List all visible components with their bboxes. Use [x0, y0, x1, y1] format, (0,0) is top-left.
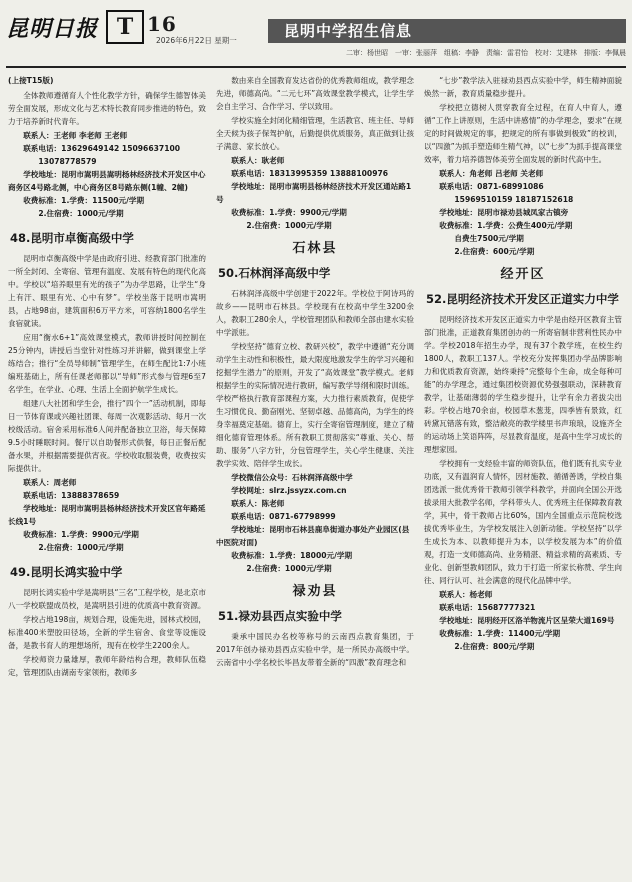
fee-boarding: 2.住宿费：1000元/学期: [246, 221, 332, 230]
section-title-49: 49.昆明长鸿实验中学: [10, 565, 123, 579]
masthead-rule: [6, 66, 626, 68]
fee-tuition-self: 自费生7500元/学期: [454, 234, 524, 243]
fee-tuition: 收费标准：1.学费：9900元/学期: [231, 208, 347, 217]
paragraph: 昆明经济技术开发区正道实力中学是由经开区教育主管部门批准，正道教育集团创办的一所寄宿制非营利性民办中学。学校2018年招生办学，现有37个教学班，在校生约1800人，教职工137人。学校充分发挥集团办学品牌影响力和优质教育资源，始终秉持“完整每个生命，成全每种可能”的办学理念，通过集团校资源优势强强联动，深耕教育教学，让基础薄弱的学生稳步提升，让学有余力者拔尖出彩。学校占地70余亩，校园草木葱茏，四季皆有景致，红砖黛瓦错落有致，整洁敞亮的教学楼里书声琅琅，设施齐全的运动场上笑语阵阵，尽显教育温度，是高中生学习成长的理想家园。: [424, 315, 622, 454]
school-address: 学校地址：昆明市嵩明县嵩明杨林经济技术开发区中心商务区4号路北侧，中心商务区8号路东侧(1幢、2幢): [8, 170, 206, 192]
fee-tuition: 收费标准：1.学费：11400元/学期: [439, 629, 561, 638]
paragraph: 学校把立德树人贯穿教育全过程，在育人中育人，遵循“工作上讲原则，生活中讲感情”的办学理念，要求“在规定的时间做规定的事，把规定的所有事做到极致”的校训，以“四激”为抓手塑造师生精气神，以“七步”为抓手提高课堂效率，着力培养德智体美劳全面发展的新时代高中生。: [424, 103, 622, 164]
contact-phone-extra: 15969510159 18187152618: [454, 195, 574, 204]
fee-tuition: 收费标准：1.学费：9900元/学期: [23, 530, 139, 539]
paragraph: “七步”教学法入驻禄劝县西点实验中学，师生精神面貌焕然一新，教育质量稳步提升。: [424, 76, 622, 98]
paragraph: 学校实施全封闭化精细管理，生活教官、班主任、导师全天候为孩子保驾护航，后勤提供优质服务，真正做到让孩子满意、家长放心。: [216, 116, 414, 151]
newspaper-logo: 昆明日报: [6, 16, 99, 42]
paragraph: 石林润泽高级中学创建于2022年。学校位于阿诗玛的故乡——昆明市石林县。学校现有在校高中学生3200余人，教职工280余人，学校管理团队和教师全部由建水实验中学派驻。: [216, 289, 414, 337]
school-address: 学校地址：昆明市嵩明县杨林经济技术开发区官年路延长线1号: [8, 504, 206, 526]
contact-person: 联系人：周老师: [23, 478, 77, 487]
paragraph: 学校师资力量雄厚，教师年龄结构合理，教师队伍稳定，管理团队由湖南专家领衔，教师多: [8, 655, 206, 677]
paragraph: 昆明市卓衡高级中学是由政府引进、经教育部门批准的一所全封闭、全寄宿、管理有温度、发展有特色的现代化高中。学校以“培养眼里有光的孩子”为办学思路，让学生“身上有汗、眼里有光、心中有梦”。学校坐落于昆明市嵩明县，占地98亩，建筑面积6万平方米，可容纳1800名学生食宿就读。: [8, 254, 206, 328]
contact-phone: 联系电话：13629649142 15096637100: [23, 144, 181, 153]
page-banner: 昆明中学招生信息: [268, 19, 626, 43]
paragraph: 学校坚持“德育立校、教研兴校”，教学中遵循“充分调动学生主动性和积极性，最大限度地激发学生的学习兴趣和挖掘学生潜力”的原则，开发了“高效课堂”教学模式。老师根据学生的实际情况进行教研，编写教学导纲和限时训练。学校严格执行教育部课程方案，大力推行素质教育，促使学生习惯优良、勤奋刚光、坚韧卓越、品德高尚，为学生的终身幸福奠定基础。德育上，实行全寄宿管理制度，建立了精细化德育管理体系。所有教职工贯彻落实“尊重、关心、帮助、服务”八字方针，分包管理学生，关心学生健康、关注教学实效、陪伴学生成长。: [216, 342, 414, 468]
fee-tuition: 收费标准：1.学费：18000元/学期: [231, 551, 353, 560]
paragraph: 学校拥有一支经验丰富的师资队伍，他们既有扎实专业功底，又有温润育人情怀，因材施教、循循善诱，学校自集团选派一批优秀骨干教师引领学科教学，并面向全国公开选拔录用大批教学名师，学科带头人、优秀班主任保障教育教学，其中，骨干教师占比60%，国内全国重点示范院校选拔优秀毕业生，为学校发展注入创新动能。学校坚持“以学生成长为本、以教师提升为本，以学校发展为本”的价值观，打造一支师德高尚、业务精湛、精益求精的高素质、专业化、创新型教师团队，致力于打造一所家长称赞、学生向往、同行认可、社会满意的现代化品牌中学。: [424, 459, 622, 585]
contact-person: 联系人：陈老师: [231, 499, 285, 508]
school-website: 学校网址：slrz.jssyzx.com.cn: [231, 486, 347, 495]
wechat-account: 学校微信公众号：石林润泽高级中学: [231, 473, 353, 482]
fee-boarding: 2.住宿费：1000元/学期: [38, 209, 124, 218]
column-3: [424, 74, 622, 653]
contact-phone-extra: 13078778579: [38, 157, 97, 166]
page-letter: T: [106, 10, 144, 44]
fee-boarding: 2.住宿费：800元/学期: [454, 642, 535, 651]
school-address: 学校地址：昆明市禄劝县城凤家古镇旁: [439, 208, 569, 217]
contact-person: 联系人：王老师 李老师 王老师: [23, 131, 128, 140]
paragraph: 数由来自全国教育发达省份的优秀教师组成，教学理念先进，师德高尚。“二元七环”高效课堂教学模式，让学生学会自主学习、合作学习、学以致用。: [216, 76, 414, 111]
section-title-48: 48.昆明市卓衡高级中学: [10, 231, 134, 245]
paragraph: 全体教师遵循育人个性化教学方针，确保学生德智体美劳全面发展，形成文化与艺术特长教育同步推进的特色，致力于培养新时代青年。: [8, 91, 206, 126]
school-address: 学校地址：昆明市石林县鹿阜街道办事处产业园区(县中医院对面): [216, 525, 410, 547]
dateline: 2026年6月22日 星期一: [156, 36, 237, 45]
column-1: [8, 74, 206, 680]
county-heading-luquan: 禄劝县: [292, 584, 338, 599]
fee-boarding: 2.住宿费：1000元/学期: [38, 543, 124, 552]
column-2: [216, 74, 414, 670]
paragraph: 昆明长鸿实验中学是嵩明县“三名”工程学校，是北京市八一学校联盟成员校，是嵩明县引进的优质高中教育资源。: [8, 588, 206, 610]
section-title-50: 50.石林润泽高级中学: [218, 266, 331, 280]
contact-person: 联系人：耿老师: [231, 156, 285, 165]
school-address: 学校地址：昆明经开区洛羊物流片区呈荣大道169号: [439, 616, 615, 625]
contact-phone: 联系电话：15687777321: [439, 603, 536, 612]
county-heading-shilin: 石林县: [292, 241, 338, 256]
paragraph: 秉承中国民办名校等称号的云南西点教育集团，于2017年创办禄劝县西点实验中学，是一所民办高级中学。云南省中小学名校长毕昌友带着全新的“四激”教育理念和: [216, 632, 414, 667]
fee-boarding: 2.住宿费：1000元/学期: [246, 564, 332, 573]
paragraph: 学校占地198亩，规划合理，设施先进，园林式校园，标准400米塑胶田径场，全新的学生宿舍、食堂等设施设备，是教书育人的理想场所，现有在校学生2200余人。: [8, 615, 206, 650]
paragraph: 组建八大社团和学生会，推行“四个一”活动机制，即每日一节体育课或兴趣社团课、每周一次观影活动、每月一次校级活动。宿舍采用标准6人间并配备独立卫浴，每天保障9.5小时睡眠时间。餐厅以自助餐形式供餐，每日正餐后配备水果，并根据需要提供宵夜。学校收取服装费，收费按实际提供计。: [8, 399, 206, 473]
contact-phone: 联系电话：0871-67798999: [231, 512, 336, 521]
paragraph: 应用“衡水6+1”高效课堂模式，教师讲授时间控制在25分钟内，讲授后当堂针对性练习并讲解，做到课堂上学练结合；推行“全员导师制”管理学生，在师生配比1:7小班编班基础上，所有任课老师都以“导师”形式参与管理6至7名学生，在学业、心理、生活上全面护航学生成长。: [8, 333, 206, 394]
school-address: 学校地址：昆明市嵩明县杨林经济技术开发区通站路1号: [216, 182, 412, 204]
editor-credits: 二审：杨世昭 一审：张丽萍 组稿：李静 责编：雷君怡 校对：艾建林 排版：李佩晨: [346, 49, 626, 57]
masthead: [6, 6, 626, 64]
fee-boarding: 2.住宿费：600元/学期: [454, 247, 535, 256]
contact-phone: 联系电话：18313995359 13888100976: [231, 169, 389, 178]
section-title-51: 51.禄劝县西点实验中学: [218, 609, 342, 623]
fee-tuition: 收费标准：1.学费：11500元/学期: [23, 196, 145, 205]
contact-phone: 联系电话：0871-68991086: [439, 182, 544, 191]
contact-person: 联系人：角老师 吕老师 关老师: [439, 169, 544, 178]
continued-note: (上接T15版): [8, 76, 54, 85]
contact-phone: 联系电话：13888378659: [23, 491, 120, 500]
contact-person: 联系人：杨老师: [439, 590, 493, 599]
section-title-52: 52.昆明经济技术开发区正道实力中学: [426, 292, 619, 306]
fee-tuition: 收费标准：1.学费：公费生400元/学期: [439, 221, 573, 230]
zone-heading: 经开区: [500, 267, 546, 282]
page-number: 16: [147, 12, 177, 36]
